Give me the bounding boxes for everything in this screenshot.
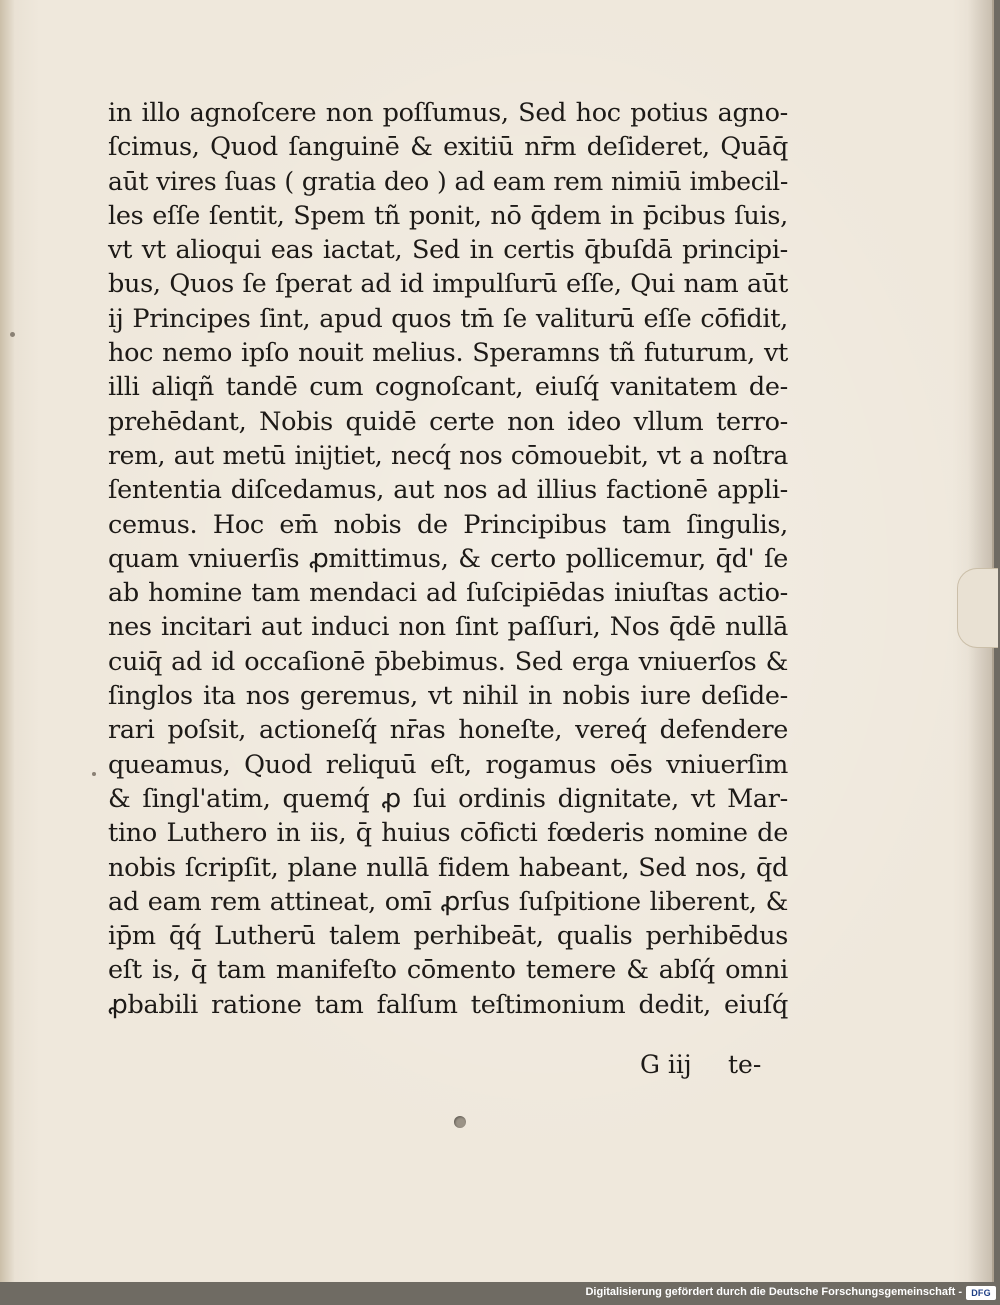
dfg-logo: DFG [966, 1286, 996, 1300]
text-line: & ſingl'atim, quemq́ ꝓ ſui ordinis dignitate, vt Mar- [108, 783, 788, 814]
text-line: aūt vires ſuas ( gratia deo ) ad eam rem nimiū imbecil- [108, 166, 788, 196]
paper-speck [92, 772, 96, 776]
funding-credit: Digitalisierung gefördert durch die Deutsche Forschungsgemeinschaft - [585, 1286, 962, 1298]
text-line: nes incitari aut induci non ſint paſſuri, Nos q̄dē nullā [108, 612, 788, 643]
catchword: te- [728, 1050, 762, 1079]
text-line: rem, aut metū inijtiet, necq́ nos cōmouebit, vt a noſtra [108, 440, 788, 470]
text-line: nobis ſcripſit, plane nullā fidem habeant, Sed nos, q̄d [108, 852, 788, 883]
body-text [108, 96, 788, 1022]
text-line: illi aliqñ tandē cum cognoſcant, eiuſq́ vanitatem de- [108, 372, 788, 403]
text-line: ſinglos ita nos geremus, vt nihil in nobis iure deſide- [108, 681, 788, 712]
page-foot-marks [640, 1050, 770, 1082]
text-line: quam vniuerſis ꝓmittimus, & certo pollicemur, q̄d' ſe [108, 543, 788, 574]
paper-hole [454, 1116, 466, 1128]
text-line: ſententia diſcedamus, aut nos ad illius factionē appli- [108, 475, 788, 506]
text-line: cemus. Hoc em̄ nobis de Principibus tam ſingulis, [108, 509, 788, 540]
text-line: ip̄m q̄q́ Lutherū talem perhibeāt, qualis perhibēdus [108, 921, 788, 952]
text-line: vt vt alioqui eas iactat, Sed in certis q̄buſdā principi- [108, 235, 788, 266]
text-line: rari poſsit, actioneſq́ nr̄as honeſte, vereq́ defendere [108, 715, 788, 746]
text-line: prehēdant, Nobis quidē certe non ideo vllum terro- [108, 406, 788, 437]
text-line: cuiq̄ ad id occaſionē p̄bebimus. Sed erga vniuerſos & [108, 646, 788, 677]
binding-edge [0, 0, 14, 1282]
text-line: ſcimus, Quod ſanguinē & exitiū nr̄m deſideret, Quāq̄ [108, 132, 788, 163]
text-line: eſt is, q̄ tam manifeſto cōmento temere & abſq́ omni [108, 955, 788, 986]
text-line: bus, Quos ſe ſperat ad id impulſurū eſſe, Qui nam aūt [108, 269, 788, 300]
text-line: ab homine tam mendaci ad ſuſcipiēdas iniuſtas actio- [108, 578, 788, 609]
text-line: in illo agnoſcere non poſſumus, Sed hoc potius agno- [108, 98, 788, 128]
text-line: tino Luthero in iis, q̄ huius cōficti fœderis nomine de [108, 818, 788, 849]
paper-speck [10, 332, 15, 337]
page-thumb-notch [957, 568, 998, 648]
text-line: hoc nemo ipſo nouit melius. Speramns tñ futurum, vt [108, 338, 788, 369]
text-line: ij Principes ſint, apud quos tm̄ ſe valiturū eſſe cōfidit, [108, 303, 788, 334]
text-line: les eſſe ſentit, Spem tñ ponit, nō q̄dem in p̄cibus ſuis, [108, 200, 788, 231]
signature-mark: G iij [640, 1050, 692, 1079]
text-line: ꝓbabili ratione tam falſum teſtimonium dedit, eiuſq́ [108, 989, 788, 1020]
text-line: ad eam rem attineat, omī ꝓrſus ſuſpitione liberent, & [108, 886, 788, 917]
text-line: queamus, Quod reliquū eſt, rogamus oēs vniuerſim [108, 749, 788, 780]
